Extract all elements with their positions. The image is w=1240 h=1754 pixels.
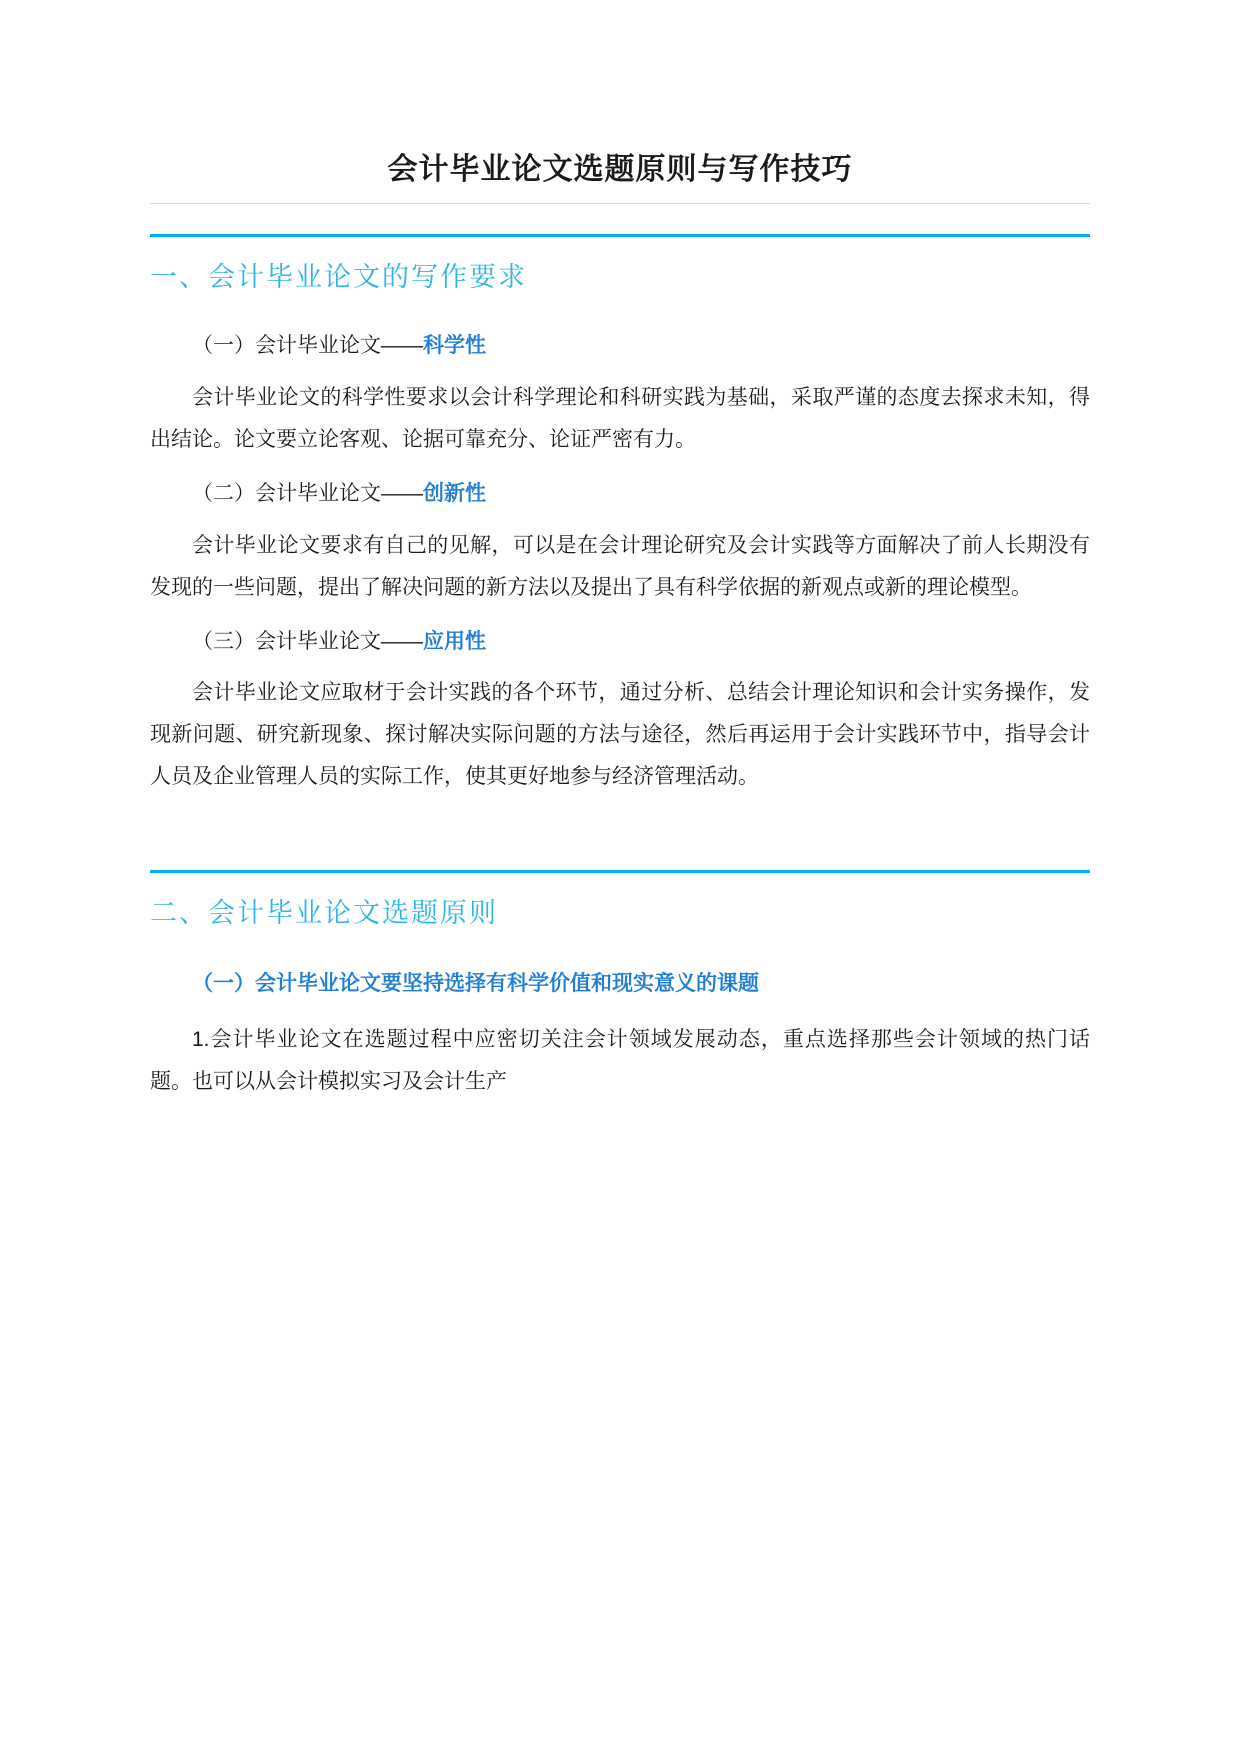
- sub-heading-prefix: （三）会计毕业论文——: [192, 629, 423, 653]
- section-spacer: [150, 814, 1090, 824]
- section-heading-1: 一、会计毕业论文的写作要求: [150, 262, 527, 292]
- paragraph-scientific: 会计毕业论文的科学性要求以会计科学理论和科研实践为基础，采取严谨的态度去探求未知，得出结论。论文要立论客观、论据可靠充分、论证严密有力。: [150, 386, 1090, 452]
- sub-heading-accent: 科学性: [423, 334, 486, 358]
- sub-heading-topic-value: （一）会计毕业论文要坚持选择有科学价值和现实意义的课题: [192, 971, 759, 995]
- section-divider-1: [150, 234, 1090, 237]
- title-divider: [150, 203, 1090, 204]
- sub-heading-scientific: [150, 329, 1090, 363]
- section-heading-2: 二、会计毕业论文选题原则: [150, 898, 498, 929]
- sub-heading-applied: [150, 625, 1090, 659]
- section-divider-2: [150, 870, 1090, 873]
- page-title: 会计毕业论文选题原则与写作技巧: [387, 153, 853, 186]
- sub-heading-accent: 创新性: [423, 482, 486, 506]
- paragraph-topic-value: 1.会计毕业论文在选题过程中应密切关注会计领域发展动态，重点选择那些会计领域的热门话题。也可以从会计模拟实习及会计生产: [150, 1028, 1090, 1094]
- sub-heading-prefix: （一）会计毕业论文——: [192, 334, 423, 358]
- sub-heading-accent: 应用性: [423, 629, 486, 653]
- sub-heading-innovative: [150, 477, 1090, 511]
- paragraph-applied: 会计毕业论文应取材于会计实践的各个环节，通过分析、总结会计理论知识和会计实务操作，发现新问题、研究新现象、探讨解决实际问题的方法与途径，然后再运用于会计实践环节中，指导会计人员及企业管理人员的实际工作，使其更好地参与经济管理活动。: [150, 681, 1090, 789]
- sub-heading-prefix: （二）会计毕业论文——: [192, 482, 423, 506]
- paragraph-innovative: 会计毕业论文要求有自己的见解，可以是在会计理论研究及会计实践等方面解决了前人长期没有发现的一些问题，提出了解决问题的新方法以及提出了具有科学依据的新观点或新的理论模型。: [150, 533, 1090, 599]
